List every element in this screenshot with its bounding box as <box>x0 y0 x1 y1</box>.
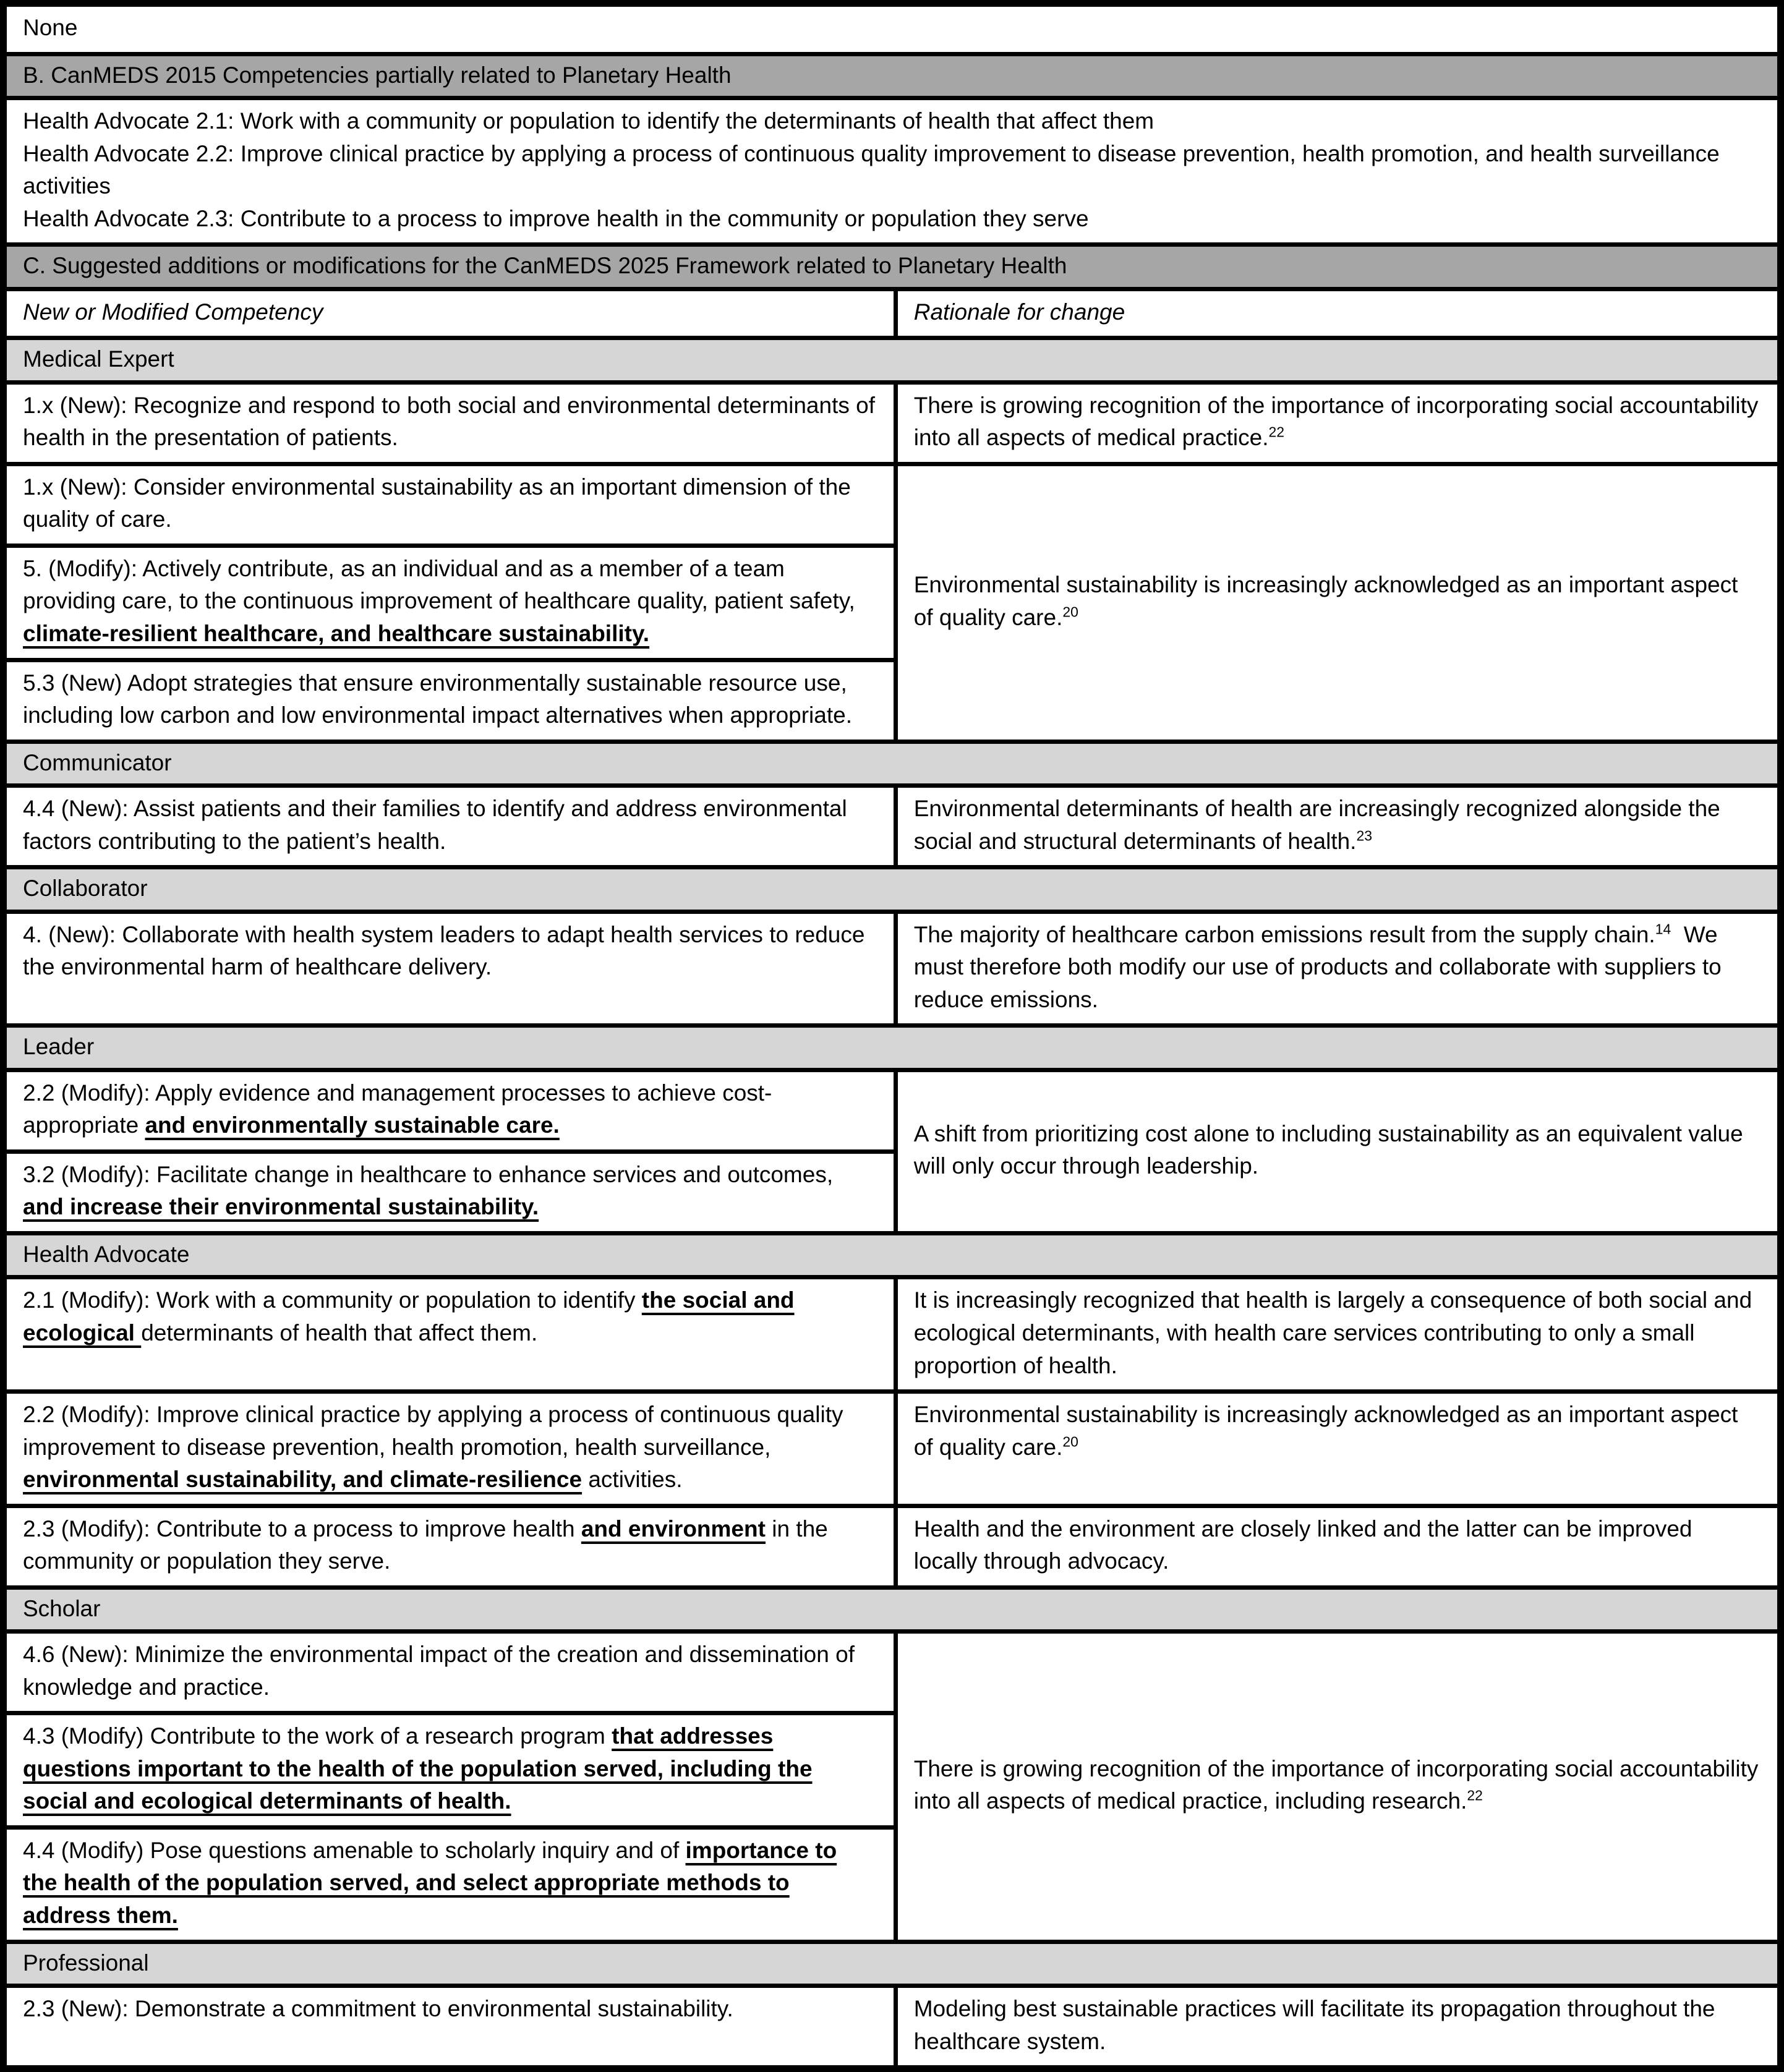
cell-ha-improve-clinical-practice: 2.2 (Modify): Improve clinical practice by applying a process of continuous quality improvement to disease prevention, health promotion, health surveillance, environmental sustainability, and climate-resilience activities. <box>4 1392 896 1506</box>
cell-collab-rationale: The majority of healthcare carbon emissions result from the supply chain.$^{14}$ We must therefore both modify our use of products and collaborate with suppliers to reduce emissions. <box>895 911 1780 1026</box>
b-competency-2-2: Health Advocate 2.2: Improve clinical practice by applying a process of continuous quality improvement to disease prevention, health promotion, and health surveillance activities <box>23 140 1720 199</box>
cell-collab-health-system-leaders: 4. (New): Collaborate with health system leaders to adapt health services to reduce the environmental harm of healthcare delivery. <box>4 911 896 1026</box>
band-medical-expert-label: Medical Expert <box>4 338 1781 383</box>
band-communicator-label: Communicator <box>4 741 1781 786</box>
row-section-b-content <box>4 98 1781 245</box>
cell-scholar-minimize-impact: 4.6 (New): Minimize the environmental impact of the creation and dissemination of knowledge and practice. <box>4 1632 896 1713</box>
cell-prof-rationale: Modeling best sustainable practices will facilitate its propagation throughout the healthcare system. <box>895 1986 1780 2069</box>
section-header-b <box>4 54 1781 98</box>
cell-comm-rationale: Environmental determinants of health are increasingly recognized alongside the social and structural determinants of health.$^{23}$ <box>895 786 1780 868</box>
cell-scholar-research-program: 4.3 (Modify) Contribute to the work of a research program that addresses questions important to the health of the population served, including the social and ecological determinants of health. <box>4 1713 896 1828</box>
cell-leader-apply-evidence: 2.2 (Modify): Apply evidence and management processes to achieve cost-appropriate and environmentally sustainable care. <box>4 1070 896 1151</box>
cell-section-b-content <box>4 98 1781 245</box>
row-none <box>4 4 1781 54</box>
column-header-competency: New or Modified Competency <box>4 289 896 338</box>
b-competency-2-3: Health Advocate 2.3: Contribute to a process to improve health in the community or population they serve <box>23 205 1089 231</box>
band-health-advocate <box>4 1233 1781 1277</box>
cell-ha-rationale-determinants: It is increasingly recognized that health is largely a consequence of both social and ecological determinants, with health care services contributing to only a small proportion of health. <box>895 1277 1780 1392</box>
cell-me-rationale-social-accountability: There is growing recognition of the importance of incorporating social accountability into all aspects of medical practice.$^{22}$ <box>895 382 1780 464</box>
cell-comm-assist-patients: 4.4 (New): Assist patients and their families to identify and address environmental factors contributing to the patient’s health. <box>4 786 896 868</box>
cell-me-consider-sustainability: 1.x (New): Consider environmental sustainability as an important dimension of the quality of care. <box>4 464 896 545</box>
row-communicator-1 <box>4 786 1781 868</box>
row-scholar-1 <box>4 1632 1781 1713</box>
section-header-c-label: C. Suggested additions or modifications for the CanMEDS 2025 Framework related to Planetary Health <box>4 245 1781 289</box>
cell-ha-rationale-quality-care: Environmental sustainability is increasingly acknowledged as an important aspect of quality care.$^{20}$ <box>895 1392 1780 1506</box>
band-medical-expert <box>4 338 1781 383</box>
cell-none: None <box>4 4 1781 54</box>
row-column-headers <box>4 289 1781 338</box>
row-medical-expert-1 <box>4 382 1781 464</box>
cell-me-recognize-respond: 1.x (New): Recognize and respond to both social and environmental determinants of health in the presentation of patients. <box>4 382 896 464</box>
cell-scholar-rationale: There is growing recognition of the importance of incorporating social accountability into all aspects of medical practice, including research.$^{22}$ <box>895 1632 1780 1942</box>
row-health-advocate-3 <box>4 1506 1781 1587</box>
cell-ha-work-with-community: 2.1 (Modify): Work with a community or population to identify the social and ecological determinants of health that affect them. <box>4 1277 896 1392</box>
row-health-advocate-1 <box>4 1277 1781 1392</box>
row-professional-1 <box>4 1986 1781 2069</box>
b-competency-2-1: Health Advocate 2.1: Work with a community or population to identify the determinants of health that affect them <box>23 108 1154 134</box>
band-scholar-label: Scholar <box>4 1587 1781 1632</box>
cell-scholar-pose-questions: 4.4 (Modify) Pose questions amenable to scholarly inquiry and of importance to the health of the population served, and select appropriate methods to address them. <box>4 1827 896 1942</box>
band-collaborator-label: Collaborator <box>4 868 1781 912</box>
cell-leader-facilitate-change: 3.2 (Modify): Facilitate change in healthcare to enhance services and outcomes, and increase their environmental sustainability. <box>4 1151 896 1233</box>
row-leader-1 <box>4 1070 1781 1151</box>
cell-me-rationale-quality-care: Environmental sustainability is increasingly acknowledged as an important aspect of quality care.$^{20}$ <box>895 464 1780 741</box>
cell-ha-rationale-advocacy: Health and the environment are closely linked and the latter can be improved locally through advocacy. <box>895 1506 1780 1587</box>
band-scholar <box>4 1587 1781 1632</box>
section-header-b-label: B. CanMEDS 2015 Competencies partially related to Planetary Health <box>4 54 1781 98</box>
row-medical-expert-2 <box>4 464 1781 545</box>
cell-ha-contribute-process: 2.3 (Modify): Contribute to a process to improve health and environment in the community or population they serve. <box>4 1506 896 1587</box>
band-professional-label: Professional <box>4 1942 1781 1986</box>
band-leader <box>4 1026 1781 1070</box>
cell-leader-rationale: A shift from prioritizing cost alone to including sustainability as an equivalent value will only occur through leadership. <box>895 1070 1780 1233</box>
band-communicator <box>4 741 1781 786</box>
row-health-advocate-2 <box>4 1392 1781 1506</box>
cell-me-adopt-strategies: 5.3 (New) Adopt strategies that ensure environmentally sustainable resource use, including low carbon and low environmental impact alternatives when appropriate. <box>4 660 896 741</box>
band-leader-label: Leader <box>4 1026 1781 1070</box>
band-health-advocate-label: Health Advocate <box>4 1233 1781 1277</box>
cell-prof-commitment: 2.3 (New): Demonstrate a commitment to environmental sustainability. <box>4 1986 896 2069</box>
section-header-c <box>4 245 1781 289</box>
column-header-rationale: Rationale for change <box>895 289 1780 338</box>
band-professional <box>4 1942 1781 1986</box>
cell-me-actively-contribute: 5. (Modify): Actively contribute, as an individual and as a member of a team providing care, to the continuous improvement of healthcare quality, patient safety, climate-resilient healthcare, and healthcare sustainability. <box>4 545 896 660</box>
band-collaborator <box>4 868 1781 912</box>
row-collaborator-1 <box>4 911 1781 1026</box>
